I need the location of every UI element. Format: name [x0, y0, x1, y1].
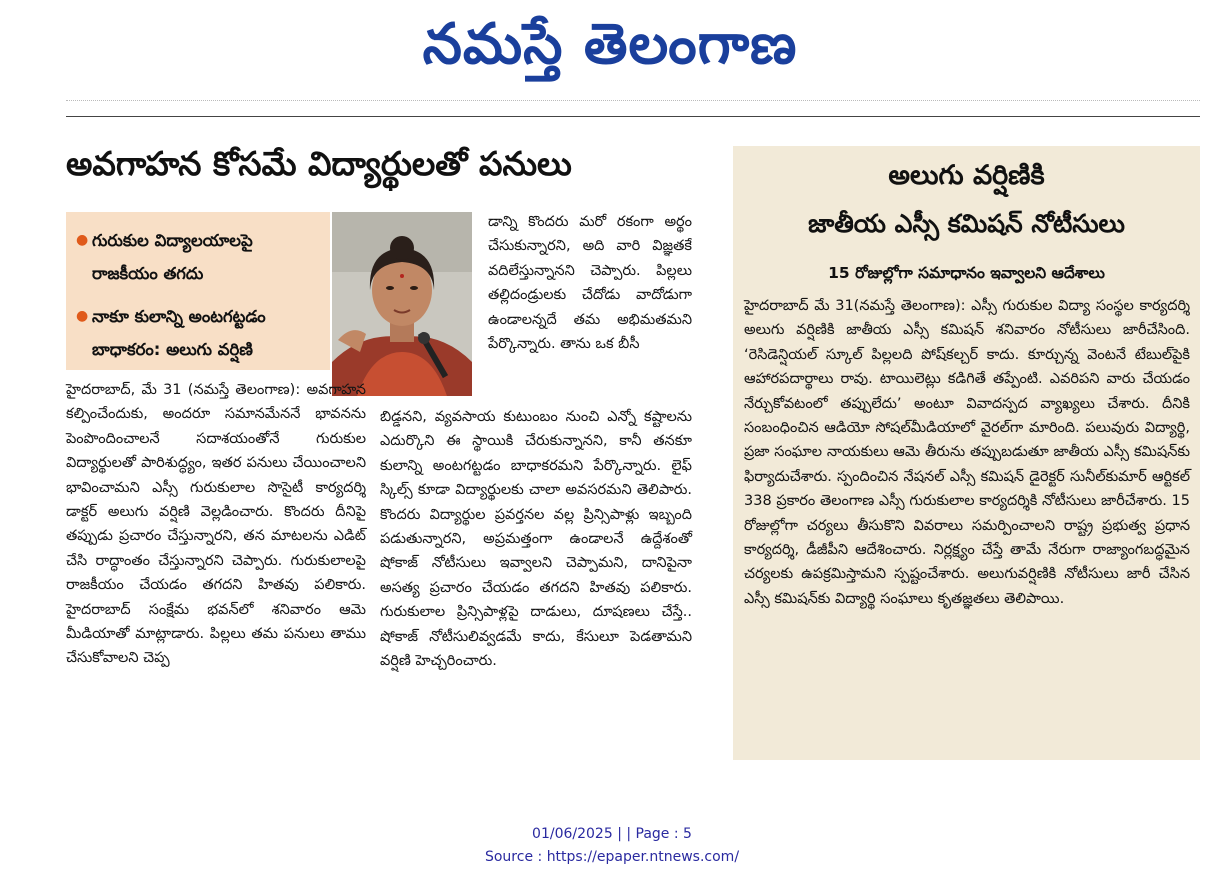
footer-source — [0, 846, 1224, 868]
highlight-text: గురుకుల విద్యాలయాలపై రాజకీయం తగదు — [92, 231, 253, 283]
sidebar-body: హైదరాబాద్ మే 31(నమస్తే తెలంగాణ): ఎస్సీ గురుకుల విద్యా సంస్థల కార్యదర్శి అలుగు వర్షిణికి జాతీయ ఎస్సీ కమిషన్ శనివారం నోటీసులు జారీచేసింది. ‘రెసిడెన్షియల్ స్కూల్ పిల్లలది పోష్‌కల్చర్ కాదు. కూర్చున్న వెంటనే టేబుల్‌పైకి ఆహారపదార్థాలు రావు. టాయిలెట్లు కడిగితే తప్పేంటి. ఎవరిపని వారు చేయడం నేర్చుకోవటంలో తప్పులేదు’ అంటూ వివాదస్పద వ్యాఖ్యలు చేశారు. దీనికి సంబంధించిన ఆడియో సోషల్‌మీడియాలో వైరల్‌గా మారింది. పలువురు విద్యార్థి, ప్రజా సంఘాల నాయకులు ఆమె తీరును తప్పుబడుతూ జాతీయ ఎస్సీ కమిషన్‌కు ఫిర్యాదుచేశారు. స్పందించిన నేషనల్ ఎస్సీ కమిషన్ డైరెక్టర్ సునీల్‌కుమార్ ఆర్టికల్ 338 ప్రకారం తెలంగాణ ఎస్సీ గురుకులాల కార్యదర్శికి నోటీసులు జారీచేశారు. 15 రోజుల్లోగా చర్యలు తీసుకొని వివరాలు సమర్పించాలని రాష్ట్ర ప్రభుత్వ ప్రధాన కార్యదర్శి, డీజీపీని ఆదేశించారు. నిర్లక్ష్యం చేస్తే తామే నేరుగా రాజ్యాంగబద్ధమైన చర్యలకు ఉపక్రమిస్తామని స్పష్టంచేశారు. అలుగువర్షిణికి నోటీసులు జారీ చేసిన ఎస్సీ కమిషన్‌కు విద్యార్థి సంఘాలు కృతజ్ఞతలు తెలిపాయి. — [744, 298, 1190, 607]
sidebar-title-line-1: అలుగు వర్షిణికి — [888, 160, 1045, 191]
highlight-item — [76, 300, 322, 366]
masthead-dotted-divider — [66, 100, 1200, 105]
sidebar-subtitle: 15 రోజుల్లోగా సమాధానం ఇవ్వాలని ఆదేశాలు — [828, 264, 1105, 282]
highlight-text: నాకూ కులాన్ని అంటగట్టడం బాధాకరం: అలుగు వర్షిణి — [92, 307, 266, 359]
source-link[interactable]: https://epaper.ntnews.com/ — [546, 849, 740, 865]
article-paragraph: బిడ్డనని, వ్యవసాయ కుటుంబం నుంచి ఎన్నో కష్టాలను ఎదుర్కొని ఈ స్థాయికి చేరుకున్నానని, కానీ తనకూ కులాన్ని అంటగట్టడం బాధాకరమని పేర్కొన్నారు. లైఫ్ స్కిల్స్ కూడా విద్యార్థులకు చాలా అవసరమని తెలిపారు. కొందరు విద్యార్థుల ప్రవర్తనల వల్ల ప్రిన్సిపాళ్లు ఇబ్బంది పడుతున్నారని, అప్రమత్తంగా ఉండాలనే ఉద్దేశంతో షోకాజ్ నోటీసులు ఇవ్వాలని చెప్పామని, దానిపైనా అసత్య ప్రచారం చేయడం తగదని హితవు పలికారు. గురుకులాల ప్రిన్సిపాళ్లపై దాడులు, దూషణలు చేస్తే.. షోకాజ్ నోటీసులివ్వడమే కాదు, కేసులూ పెడతామని వర్షిణి హెచ్చరించారు. — [380, 409, 692, 670]
article-column-3 — [488, 210, 692, 356]
speaker-photo — [332, 212, 472, 396]
article-headline: అవగాహన కోసమే విద్యార్థులతో పనులు — [66, 144, 572, 183]
article-column-2 — [380, 405, 692, 673]
highlights-box — [66, 212, 330, 370]
masthead-rule — [66, 116, 1200, 117]
source-label: Source : — [484, 849, 543, 865]
highlight-item — [76, 224, 322, 290]
article-column-1 — [66, 378, 366, 671]
article-paragraph: డాన్ని కొందరు మరో రకంగా అర్థం చేసుకున్నారని, అది వారి విజ్ఞతకే వదిలేస్తున్నానని చెప్పారు. పిల్లలు తల్లిదండ్రులకు చేదోడు వాదోడుగా ఉండాలన్నదే తమ అభిమతమని పేర్కొన్నారు. తాను ఒక బీసీ — [488, 214, 692, 353]
footer-date-page: 01/06/2025 | | Page : 5 — [532, 826, 692, 842]
sidebar-title-line-2: జాతీయ ఎస్సీ కమిషన్ నోటీసులు — [808, 209, 1125, 238]
article-paragraph: హైదరాబాద్, మే 31 (నమస్తే తెలంగాణ): అవగాహన కల్పించేందుకు, అందరూ సమానమేననే భావనను పెంపొందించాలనే సదాశయంతోనే గురుకుల విద్యార్థులతో పారిశుద్ధ్యం, ఇతర పనులు చేయించాలని భావించామని ఎస్సీ గురుకులాల సొసైటీ కార్యదర్శి డాక్టర్ అలుగు వర్షిణి వెల్లడించారు. కొందరు దీనిపై తప్పుడు ప్రచారం చేస్తున్నారని, తన మాటలను ఎడిట్ చేసి రాద్ధాంతం చేస్తున్నారని చెప్పారు. గురుకులాలపై రాజకీయం చేయడం తగదని హితవు పలికారు. హైదరాబాద్ సంక్షేమ భవన్‌లో శనివారం ఆమె మీడియాతో మాట్లాడారు. పిల్లలు తమ పనులు తాము చేసుకోవాలని చెప్ప — [66, 382, 366, 667]
newspaper-masthead: నమస్తే తెలంగాణ — [422, 12, 798, 77]
bullet-icon: ● — [76, 232, 89, 248]
bullet-icon: ● — [76, 308, 89, 324]
